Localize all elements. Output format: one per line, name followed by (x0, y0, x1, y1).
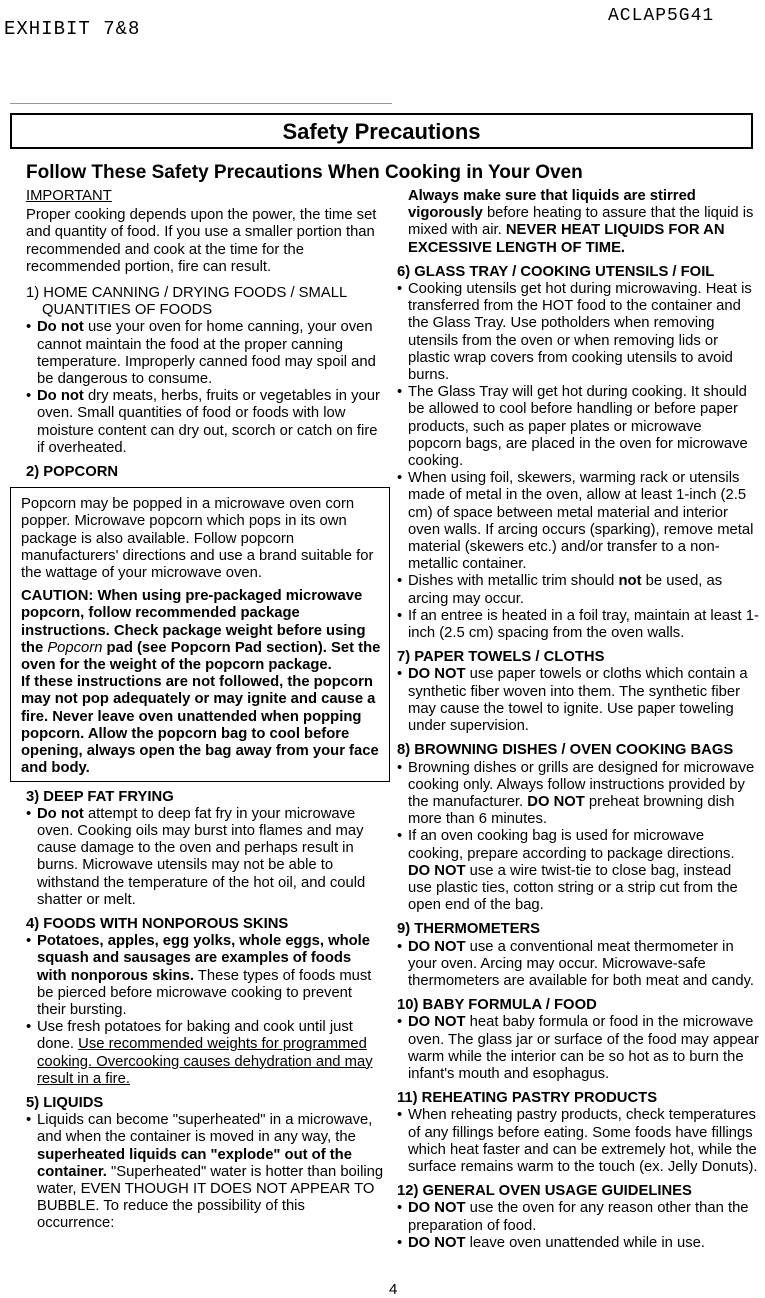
popcorn-box (10, 487, 390, 781)
bullet-text: Dishes with metallic trim should (408, 573, 619, 590)
caution-italic: Popcorn (47, 639, 103, 656)
bullet-text: Liquids can become "superheated" in a microwave, and when the container is moved in any way, the (37, 1112, 373, 1146)
bullet-text: heat baby formula or food in the microwave oven. The glass jar or surface of the food may appear warm while the interior can be so hot as to burn the infant's mouth and esophagus. (408, 1014, 759, 1082)
important-text: Proper cooking depends upon the power, the time set and quantity of food. If you use a smaller portion than recommended and cook at the time for the recommended portion, fire can result. (26, 207, 377, 275)
list-item (397, 666, 759, 735)
bullet-text: If an oven cooking bag is used for microwave cooking, prepare according to package directions. (408, 828, 735, 862)
left-column (21, 188, 384, 1233)
bullet-lead: DO NOT (408, 938, 466, 955)
bullet-lead: Do not (37, 805, 84, 822)
bullet-text: use the oven for any reason other than the preparation of food. (408, 1200, 749, 1234)
list-item (397, 1014, 759, 1083)
list-item (397, 573, 759, 607)
bullet-underline: Use recommended weights for programmed cooking. Overcooking causes dehydration and may result in a fire. (37, 1036, 373, 1087)
list-item: • If an entree is heated in a foil tray, maintain at least 1-inch (2.5 cm) spacing from the oven walls. (397, 608, 759, 642)
liquids-bold-2: NEVER HEAT LIQUIDS FOR AN EXCESSIVE LENGTH OF TIME. (408, 222, 725, 256)
list-item (397, 828, 759, 914)
list-item: • When using foil, skewers, warming rack or utensils made of metal in the oven, allow at least 1-inch (2.5 cm) of space between metal material and interior oven walls. If arcing occurs (sparking), remove metal material (skewers etc.) and/or transfer to a non-metallic container. (397, 470, 759, 573)
bullet-bold: not (618, 573, 642, 590)
bullet-text-cont: "Superheated" water is hotter than boiling water, EVEN THOUGH IT DOES NOT APPEAR TO BUBBLE. To reduce the possibility of this occurrence: (37, 1163, 384, 1232)
section-heading-9: 9) THERMOMETERS (397, 921, 541, 938)
bullet-text: use your oven for home canning, your oven cannot maintain the food at the proper canning temperature. Improperly canned food may spoil and be dangerous to consume. (37, 319, 376, 388)
list-item (26, 933, 384, 1019)
list-item (26, 319, 384, 388)
liquids-bold: Always make sure that liquids are stirred vigorously (408, 188, 696, 222)
bullet-bold: DO NOT (527, 793, 585, 810)
liquids-continued (397, 188, 759, 257)
section-heading-3: 3) DEEP FAT FRYING (26, 788, 174, 805)
popcorn-warning: If these instructions are not followed, the popcorn may not pop adequately or may ignite and cause a fire. Never leave oven unattended when popping popcorn. Allow the popcorn bag to cool before opening, always open the bag away from your face and body. (21, 674, 379, 777)
bullet-lead: DO NOT (408, 1234, 466, 1251)
top-divider (10, 103, 392, 104)
bullet-text: These types of foods must be pierced before microwave cooking to prevent their bursting. (37, 967, 372, 1018)
section-heading-11: 11) REHEATING PASTRY PRODUCTS (397, 1090, 658, 1107)
subtitle: Follow These Safety Precautions When Cooking in Your Oven (26, 162, 583, 183)
section-heading-12: 12) GENERAL OVEN USAGE GUIDELINES (397, 1183, 692, 1200)
list-item (397, 1235, 759, 1252)
bullet-bold: superheated liquids can "explode" out of the container. (37, 1146, 352, 1180)
right-column (397, 188, 759, 1252)
document-id: ACLAP5G41 (608, 6, 715, 26)
bullet-lead: DO NOT (408, 666, 466, 683)
section-heading-10: 10) BABY FORMULA / FOOD (397, 997, 597, 1014)
popcorn-caution (21, 588, 383, 674)
list-item (26, 806, 384, 909)
section-heading-7: 7) PAPER TOWELS / CLOTHS (397, 649, 605, 666)
list-item (397, 939, 759, 991)
exhibit-label: EXHIBIT 7&8 (4, 18, 141, 40)
bullet-lead: DO NOT (408, 1014, 466, 1031)
bullet-text-cont: use a wire twist-tie to close bag, instead use plastic ties, cotton string or a strip cut from the open end of the bag. (408, 862, 738, 914)
page-number: 4 (389, 1281, 398, 1298)
bullet-text-cont: preheat browning dish more than 6 minutes. (408, 793, 735, 828)
list-item (397, 760, 759, 829)
important-label: IMPORTANT (26, 188, 112, 204)
bullet-bold: Potatoes, apples, egg yolks, whole eggs, whole squash and sausages are examples of foods with nonporous skins. (37, 933, 371, 984)
bullet-lead: Do not (37, 319, 84, 336)
bullet-text: Browning dishes or grills are designed for microwave cooking only. Always follow instructions provided by the manufacturer. (408, 759, 755, 810)
bullet-text: leave oven unattended while in use. (465, 1234, 705, 1251)
list-item: • When reheating pastry products, check temperatures of any fillings before eating. Some foods have fillings which heat faster and can be extremely hot, while the surface remains warm to the touch (ex. Jelly Donuts). (397, 1107, 759, 1176)
bullet-text: Use fresh potatoes for baking and cook until just done. (37, 1019, 353, 1053)
section-heading-5: 5) LIQUIDS (26, 1094, 104, 1111)
bullet-text: use paper towels or cloths which contain a synthetic fiber woven into them. The synthetic fiber may cause the towel to ignite. Use paper toweling under supervision. (408, 666, 748, 735)
liquids-text: before heating to assure that the liquid is mixed with air. (408, 205, 754, 239)
page-title: Safety Precautions (10, 113, 753, 149)
bullet-text-cont: be used, as arcing may occur. (408, 573, 723, 607)
list-item: • Cooking utensils get hot during microwaving. Heat is transferred from the HOT food to the container and the Glass Tray. Use potholders when removing utensils from the oven or when removing lids or plastic wrap covers from cooking utensils to avoid burns. (397, 281, 759, 384)
bullet-text: attempt to deep fat fry in your microwave oven. Cooking oils may burst into flames and may cause damage to the oven and perhaps result in burns. Microwave utensils may not be able to withstand the temperature of the hot oil, and could shatter or melt. (37, 805, 366, 908)
section-heading-2: 2) POPCORN (26, 464, 119, 481)
list-item (26, 1112, 384, 1232)
section-heading-6: 6) GLASS TRAY / COOKING UTENSILS / FOIL (397, 263, 715, 280)
list-item (397, 1200, 759, 1234)
bullet-lead: Do not (37, 388, 84, 405)
caution-text: CAUTION: When using pre-packaged microwave popcorn, follow recommended package instructions. Check package weight before using the (21, 588, 366, 656)
section-heading-8: 8) BROWNING DISHES / OVEN COOKING BAGS (397, 742, 734, 759)
bullet-text: use a conventional meat thermometer in your oven. Arcing may occur. Microwave-safe thermometers are available for both meat and candy. (408, 938, 754, 989)
list-item (26, 388, 384, 457)
list-item: • The Glass Tray will get hot during cooking. It should be allowed to cool before handling or before paper products, such as paper plates or microwave popcorn bags, are placed in the oven for microwave cooking. (397, 384, 759, 470)
bullet-bold: DO NOT (408, 862, 466, 879)
bullet-text: dry meats, herbs, fruits or vegetables in your oven. Small quantities of food or foods with low moisture content can dry out, scorch or catch on fire if overheated. (37, 388, 380, 456)
popcorn-box-text: Popcorn may be popped in a microwave oven corn popper. Microwave popcorn which pops in its own package is also available. Follow popcorn manufacturers' directions and use a brand suitable for the wattage of your microwave oven. (21, 496, 374, 582)
section-heading-1: 1) HOME CANNING / DRYING FOODS / SMALL QUANTITIES OF FOODS (26, 285, 347, 319)
list-item (26, 1019, 384, 1088)
section-heading-4: 4) FOODS WITH NONPOROUS SKINS (26, 915, 289, 932)
bullet-lead: DO NOT (408, 1200, 466, 1217)
caution-text-cont: pad (see Popcorn Pad section). Set the oven for the weight of the popcorn package. (21, 639, 381, 674)
